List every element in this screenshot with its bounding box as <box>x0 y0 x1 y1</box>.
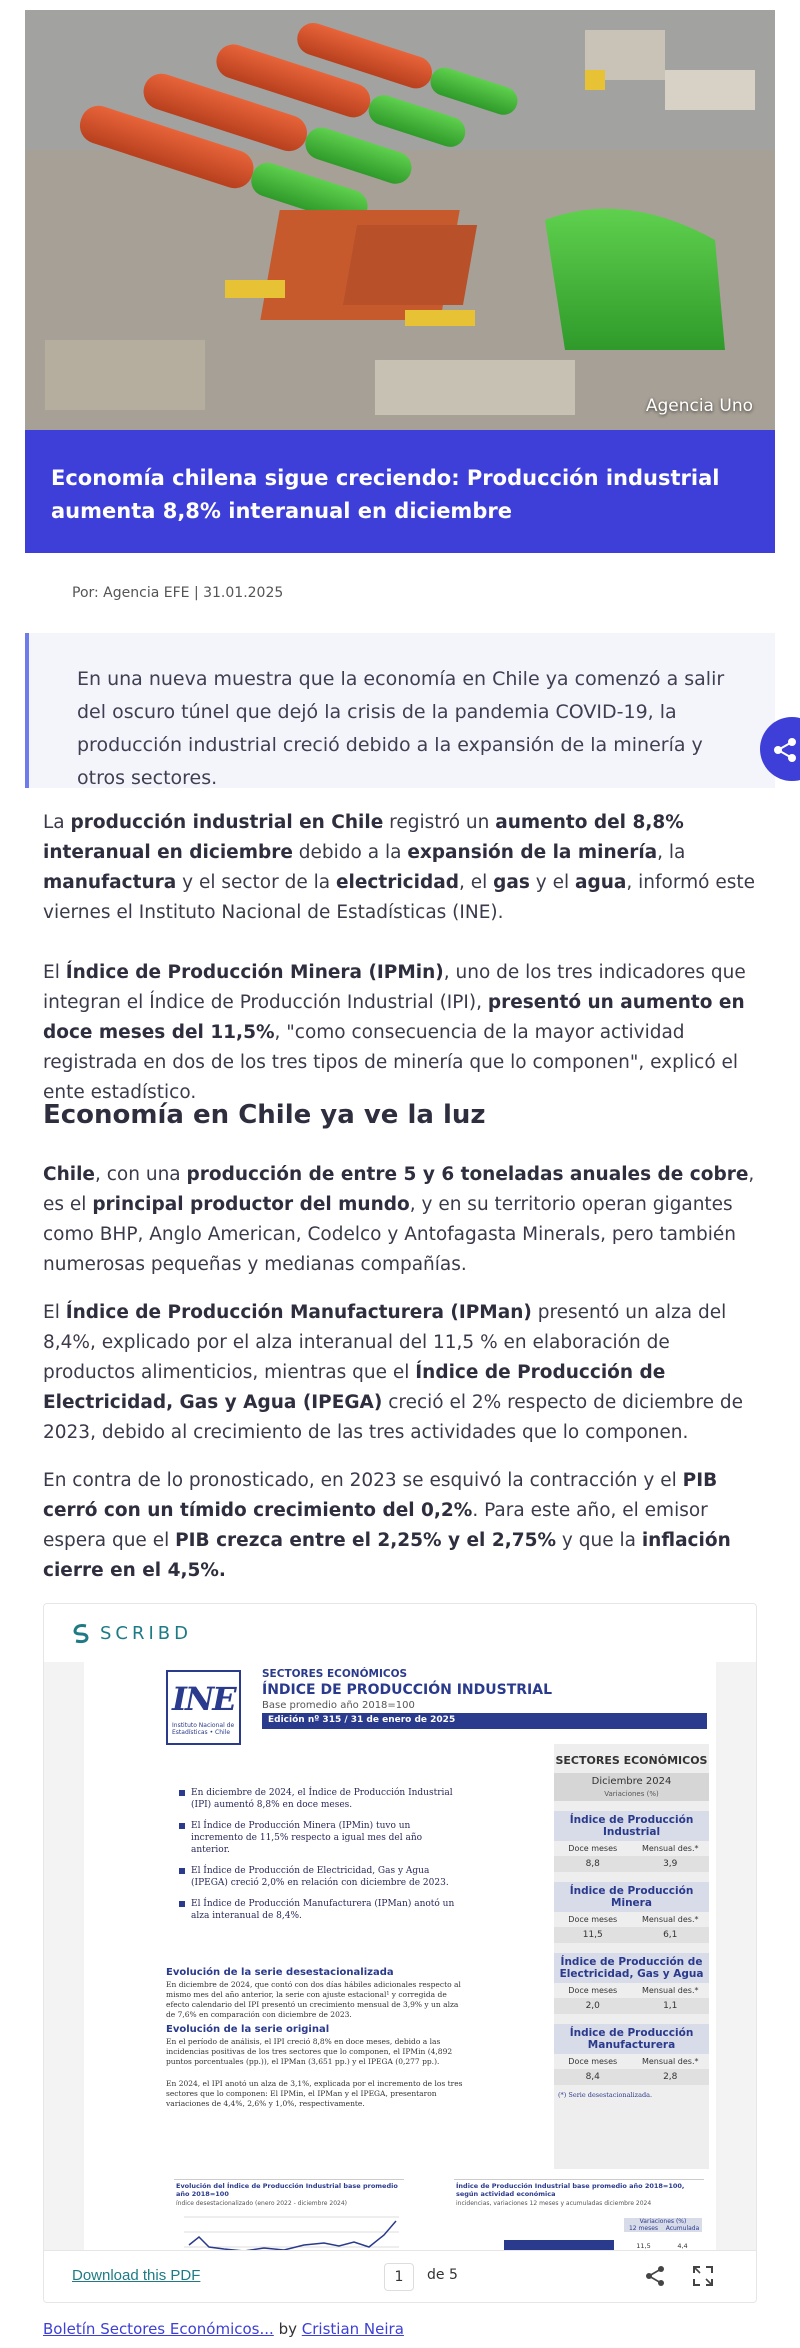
doc-paragraph: En el período de análisis, el IPI creció 8,8% en doce meses, debido a las incidencias positivas de los tres sectores que lo componen, el IPMin (4,892 puntos porcentuales (pp.)), el IPMan (3,651 pp.) y el IPEGA (0,277 pp.). <box>166 2037 453 2066</box>
ine-logo-caption: Instituto Nacional de Estadísticas • Chile <box>172 1722 235 1736</box>
scribd-logo[interactable] <box>70 1622 192 1644</box>
side-cols: Doce meses Mensual des.* <box>568 2057 699 2066</box>
side-block-title: Índice de Producción Minera <box>554 1882 709 1912</box>
photo-credit: Agencia Uno <box>645 396 753 416</box>
emphasis-text: Chile <box>43 1164 95 1185</box>
page-total: de 5 <box>427 2267 458 2283</box>
mini-chart-2-sub: incidencias, variaciones 12 meses y acumuladas diciembre 2024 <box>456 2200 652 2207</box>
body-text: presentó un alza del 8,4%, explicado por el alza interanual del 11,5 % en elaboración de productos alimenticios, mientras que el <box>43 1302 727 1383</box>
body-text: , el <box>458 872 494 893</box>
body-text: , uno de los tres indicadores que integran el Índice de Producción Industrial (IPI), <box>43 962 746 1013</box>
body-text: El <box>43 962 66 983</box>
emphasis-text: PIB cerró con un tímido crecimiento del 0,2% <box>43 1470 718 1521</box>
doc-bullet: El Índice de Producción Minera (IPMin) tuvo un incremento de 11,5% respecto a igual mes del año anterior. <box>179 1820 459 1856</box>
side-values: 8,8 3,9 <box>554 1856 709 1872</box>
ine-logo-letters: INE <box>172 1680 235 1718</box>
mini-chart-1-sub: índice desestacionalizado (enero 2022 - diciembre 2024) <box>176 2200 347 2207</box>
body-text: , "como consecuencia de la mayor actividad registrada en dos de los tres tipos de minería que lo componen", explicó el ente estadístico. <box>43 1022 739 1103</box>
mini-chart-2-bar <box>504 2240 614 2250</box>
lead-text: En una nueva muestra que la economía en Chile ya comenzó a salir del oscuro túnel que dejó la crisis de la pandemia COVID-19, la producción industrial creció debido a la expansión de la minería y otros sectores. <box>77 668 725 789</box>
body-text: En contra de lo pronosticado, en 2023 se esquivó la contracción y el <box>43 1470 683 1491</box>
document-attribution <box>43 2320 404 2338</box>
document-link[interactable]: Boletín Sectores Económicos... <box>43 2320 274 2338</box>
side-note: (*) Serie desestacionalizada. <box>558 2091 653 2099</box>
body-text: . Para este año, el emisor espera que el <box>43 1500 708 1551</box>
mining-plant-illustration <box>25 10 775 430</box>
mini-chart-2-header: Variaciones (%) 12 meses Acumulada <box>624 2218 702 2232</box>
paragraph-3 <box>43 1160 758 1280</box>
doc-title: ÍNDICE DE PRODUCCIÓN INDUSTRIAL <box>262 1682 553 1698</box>
emphasis-text: producción de entre 5 y 6 toneladas anuales de cobre <box>186 1164 749 1185</box>
body-text: creció el 2% respecto de diciembre de 2023, debido al crecimiento de las tres actividades que lo componen. <box>43 1392 744 1443</box>
body-text: debido a la <box>292 842 408 863</box>
scribd-wordmark: SCRIBD <box>100 1622 193 1644</box>
side-title: SECTORES ECONÓMICOS <box>555 1754 708 1767</box>
emphasis-text: principal productor del mundo <box>92 1194 410 1215</box>
emphasis-text: electricidad <box>335 872 459 893</box>
doc-bullet: El Índice de Producción de Electricidad, Gas y Agua (IPEGA) creció 2,0% en relación con diciembre de 2023. <box>179 1865 459 1889</box>
body-text: y el <box>529 872 576 893</box>
side-values: 2,0 1,1 <box>554 1998 709 2014</box>
share-icon[interactable] <box>644 2265 666 2287</box>
doc-bullets <box>179 1787 459 1931</box>
ine-logo <box>166 1670 241 1745</box>
body-text: La <box>43 812 71 833</box>
doc-paragraph: En 2024, el IPI anotó un alza de 3,1%, explicada por el incremento de los tres sectores que lo componen: El IPMin, el IPMan y el IPEGA, presentaron variaciones de 4,4%, 2,6% y 1,0%, respectivamente. <box>166 2079 463 2108</box>
body-text: , con una <box>94 1164 187 1185</box>
body-text: , informó este viernes el Instituto Nacional de Estadísticas (INE). <box>43 872 756 923</box>
doc-mini-chart-1 <box>174 2179 404 2254</box>
emphasis-text: manufactura <box>43 872 177 893</box>
paragraph-1 <box>43 808 758 928</box>
emphasis-text: Índice de Producción Manufacturera (IPMan) <box>65 1302 532 1323</box>
mini-chart-2-values: 11,5 4,4 <box>636 2242 688 2250</box>
body-text: El <box>43 1302 66 1323</box>
download-pdf-link[interactable]: Download this PDF <box>72 2267 201 2284</box>
document-page[interactable] <box>84 1662 716 2254</box>
lead-quote <box>25 633 775 788</box>
share-icon <box>772 737 798 763</box>
doc-side-panel <box>554 1744 709 2169</box>
paragraph-4 <box>43 1298 758 1448</box>
doc-paragraph: En diciembre de 2024, que contó con dos días hábiles adicionales respecto al mismo mes del año anterior, la serie con ajuste estacional¹ y corregida de efecto calendario del IPI presentó un crecimiento mensual de 3,9% y un alza de 7,6% en comparación con diciembre de 2023. <box>166 1980 461 2019</box>
scribd-embed[interactable] <box>43 1603 757 2303</box>
doc-bullet: El Índice de Producción Manufacturera (IPMan) anotó un alza interanual de 8,4%. <box>179 1898 459 1922</box>
doc-edition: Edición nº 315 / 31 de enero de 2025 <box>262 1713 707 1729</box>
side-values: 8,4 2,8 <box>554 2069 709 2085</box>
body-text: , la <box>657 842 686 863</box>
body-text: , es el <box>43 1164 755 1215</box>
doc-bullet: En diciembre de 2024, el Índice de Producción Industrial (IPI) aumentó 8,8% en doce meses. <box>179 1787 459 1811</box>
doc-base: Base promedio año 2018=100 <box>262 1700 415 1711</box>
emphasis-text: Índice de Producción Minera (IPMin) <box>65 962 444 983</box>
side-month: Diciembre 2024 <box>554 1773 709 1790</box>
emphasis-text: Índice de Producción de Electricidad, Gas y Agua (IPEGA) <box>43 1362 666 1413</box>
doc-heading-original: Evolución de la serie original <box>166 2024 330 2035</box>
scribd-header <box>44 1604 756 1662</box>
hero-image <box>25 10 775 430</box>
page-number-input[interactable]: 1 <box>384 2263 414 2291</box>
body-text: registró un <box>383 812 496 833</box>
article-title: Economía chilena sigue creciendo: Producción industrial aumenta 8,8% interanual en diciembre <box>51 466 720 523</box>
section-heading: Economía en Chile ya ve la luz <box>43 1100 486 1130</box>
side-values: 11,5 6,1 <box>554 1927 709 1943</box>
emphasis-text: presentó un aumento en doce meses del 11,5% <box>43 992 745 1043</box>
body-text: , y en su territorio operan gigantes como BHP, Anglo American, Codelco y Antofagasta Minerals, pero también numerosas pequeñas y medianas compañías. <box>43 1194 737 1275</box>
article-title-band <box>25 430 775 553</box>
side-block-title: Índice de Producción Industrial <box>554 1811 709 1841</box>
scribd-s-icon <box>70 1622 92 1644</box>
side-variations: Variaciones (%) <box>554 1790 709 1801</box>
emphasis-text: agua <box>575 872 627 893</box>
side-cols: Doce meses Mensual des.* <box>568 1986 699 1995</box>
attribution-by: by <box>278 2320 297 2338</box>
emphasis-text: producción industrial en Chile <box>70 812 384 833</box>
emphasis-text: PIB crezca entre el 2,25% y el 2,75% <box>175 1530 557 1551</box>
body-text: y el sector de la <box>176 872 336 893</box>
side-block-title: Índice de Producción Manufacturera <box>554 2024 709 2054</box>
paragraph-2 <box>43 958 758 1108</box>
doc-heading-seasonal: Evolución de la serie desestacionalizada <box>166 1967 394 1978</box>
mini-chart-1-plot <box>174 2207 404 2254</box>
side-cols: Doce meses Mensual des.* <box>568 1844 699 1853</box>
byline: Por: Agencia EFE | 31.01.2025 <box>72 585 284 601</box>
emphasis-text: aumento del 8,8% interanual en diciembre <box>43 812 684 863</box>
scribd-footer <box>44 2250 756 2302</box>
side-block-title: Índice de Producción de Electricidad, Gas y Agua <box>554 1953 709 1983</box>
emphasis-text: gas <box>493 872 530 893</box>
doc-mini-chart-2 <box>454 2179 704 2254</box>
mini-chart-1-title: Evolución del Índice de Producción Industrial base promedio año 2018=100 <box>176 2182 398 2198</box>
doc-section: SECTORES ECONÓMICOS <box>262 1668 408 1680</box>
side-cols: Doce meses Mensual des.* <box>568 1915 699 1924</box>
emphasis-text: inflación cierre en el 4,5%. <box>43 1530 731 1581</box>
emphasis-text: expansión de la minería <box>407 842 658 863</box>
mini-chart-2-title: Índice de Producción Industrial base promedio año 2018=100, según actividad económica <box>456 2182 685 2198</box>
author-link[interactable]: Cristian Neira <box>301 2320 404 2338</box>
fullscreen-icon[interactable] <box>692 2265 714 2287</box>
paragraph-5 <box>43 1466 758 1586</box>
body-text: y que la <box>556 1530 642 1551</box>
